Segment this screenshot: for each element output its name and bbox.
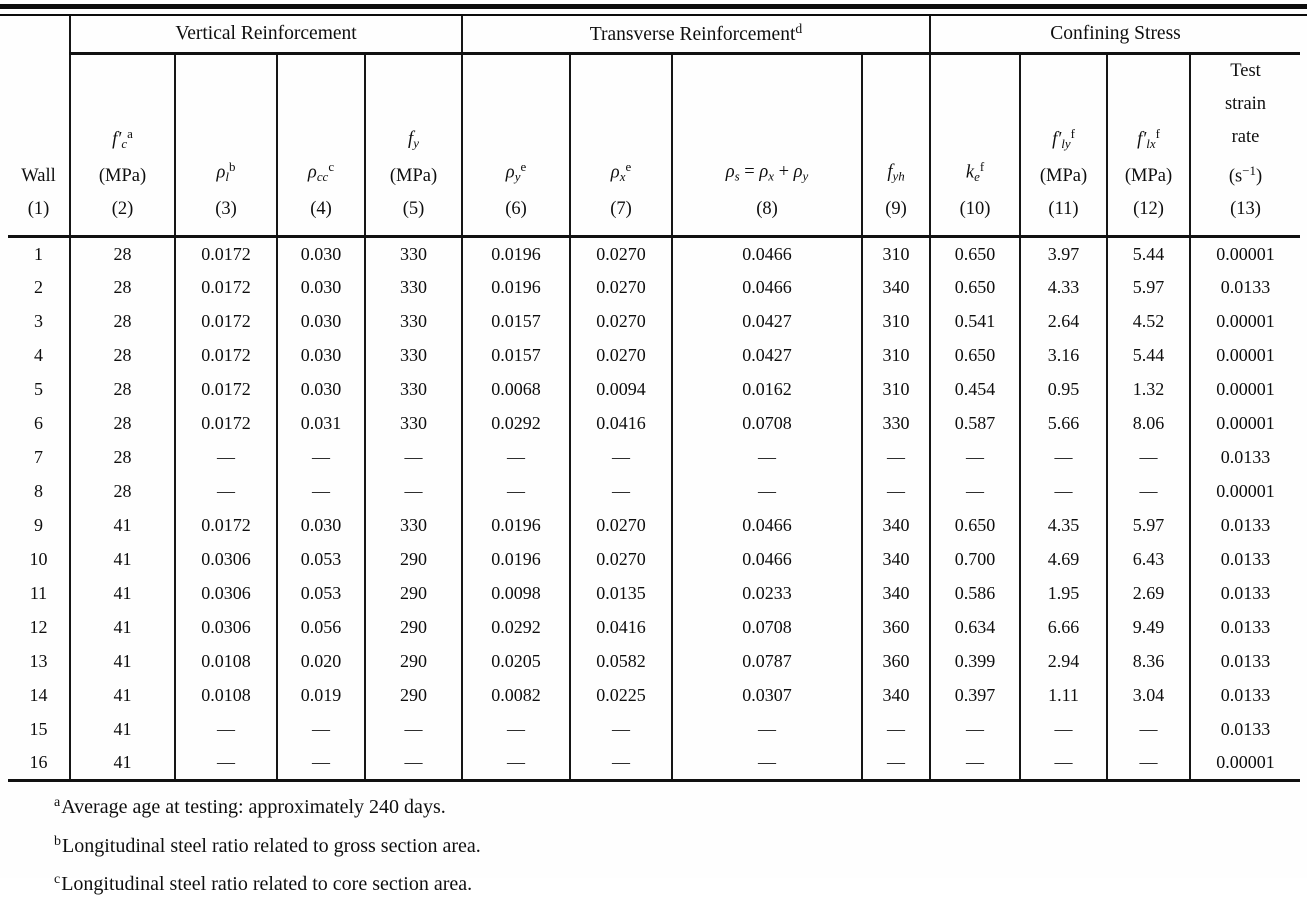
table-cell: —: [1020, 474, 1107, 508]
column-header: $\rho_{cc}^c$ (4): [277, 53, 365, 236]
table-cell: 5.66: [1020, 406, 1107, 440]
table-cell: 0.0172: [175, 236, 277, 270]
table-cell: —: [277, 712, 365, 746]
table-cell: —: [365, 440, 462, 474]
table-cell: 0.00001: [1190, 304, 1300, 338]
table-cell: —: [862, 440, 930, 474]
table-cell: 0.0416: [570, 406, 672, 440]
top-double-rule: [0, 4, 1307, 16]
footnotes: [54, 786, 481, 902]
table-cell: 0.0172: [175, 372, 277, 406]
table-cell: 0.0708: [672, 610, 862, 644]
table-cell: 15: [29, 718, 48, 739]
table-cell: 0.634: [930, 610, 1020, 644]
group-header: Transverse Reinforcement$^d$: [462, 16, 930, 53]
table-cell: 7: [34, 446, 43, 467]
table-cell: 0.0292: [462, 406, 570, 440]
table-cell: —: [462, 474, 570, 508]
table-cell: 0.0270: [570, 542, 672, 576]
column-header: Wall (1): [8, 53, 70, 236]
table-cell: 4.35: [1020, 508, 1107, 542]
table-row: [8, 474, 1300, 508]
table-cell: —: [462, 746, 570, 780]
table-cell: 0.0172: [175, 270, 277, 304]
table-cell: 0.0162: [672, 372, 862, 406]
table-cell: 290: [365, 678, 462, 712]
table-cell: 330: [365, 270, 462, 304]
column-header: Test strain rate $(s^{-1})$ (13): [1190, 53, 1300, 236]
table-cell: 14: [29, 684, 48, 705]
table-cell: 0.0787: [672, 644, 862, 678]
table-cell: 5.44: [1107, 236, 1190, 270]
table-cell: 0.0098: [462, 576, 570, 610]
table-cell: —: [462, 712, 570, 746]
table-cell: 0.0094: [570, 372, 672, 406]
footnote: $^c$Longitudinal steel ratio related to core section area.: [54, 872, 473, 895]
table-cell: 340: [862, 576, 930, 610]
table-cell: 0.0133: [1190, 508, 1300, 542]
table-cell: 0.056: [277, 610, 365, 644]
table-cell: 12: [29, 616, 48, 637]
table-cell: 0.053: [277, 576, 365, 610]
table-cell: 340: [862, 508, 930, 542]
table-cell: 0.0270: [570, 304, 672, 338]
footnote: $^a$Average age at testing: approximately 240 days.: [54, 795, 446, 818]
table-cell: 0.00001: [1190, 236, 1300, 270]
table-cell: 0.00001: [1190, 406, 1300, 440]
group-header: Vertical Reinforcement: [70, 16, 462, 53]
table-cell: 0.399: [930, 644, 1020, 678]
table-cell: 0.650: [930, 338, 1020, 372]
table-cell: 8.06: [1107, 406, 1190, 440]
table-cell: 0.0582: [570, 644, 672, 678]
table-cell: 4.69: [1020, 542, 1107, 576]
table-cell: 290: [365, 576, 462, 610]
table-cell: 0.030: [277, 270, 365, 304]
table-cell: 0.0172: [175, 338, 277, 372]
table-cell: 28: [70, 474, 175, 508]
table-cell: 0.0466: [672, 270, 862, 304]
table-cell: 0.0233: [672, 576, 862, 610]
table-cell: 0.00001: [1190, 746, 1300, 780]
table-cell: 28: [70, 372, 175, 406]
table-cell: 4.52: [1107, 304, 1190, 338]
table-row: [8, 508, 1300, 542]
table-cell: 0.0225: [570, 678, 672, 712]
table-cell: 0.0133: [1190, 644, 1300, 678]
table-cell: 9: [34, 514, 43, 535]
table-cell: 0.0307: [672, 678, 862, 712]
table-cell: —: [462, 440, 570, 474]
table-cell: 0.0133: [1190, 440, 1300, 474]
table-cell: 0.030: [277, 508, 365, 542]
table-cell: —: [672, 712, 862, 746]
column-header-row: [8, 53, 1300, 236]
table-cell: 6: [34, 412, 43, 433]
column-header: $\rho_s = \rho_x + \rho_y$ (8): [672, 53, 862, 236]
table-cell: —: [672, 746, 862, 780]
table-cell: —: [1020, 746, 1107, 780]
group-header-empty: [8, 16, 70, 53]
column-header: $\rho_l^b$ (3): [175, 53, 277, 236]
table-cell: 0.0172: [175, 406, 277, 440]
table-cell: —: [672, 474, 862, 508]
table-cell: 41: [70, 644, 175, 678]
column-header: $\rho_x^e$ (7): [570, 53, 672, 236]
table-cell: 0.0082: [462, 678, 570, 712]
group-header: Confining Stress: [930, 16, 1300, 53]
table-cell: —: [862, 746, 930, 780]
table-cell: —: [277, 474, 365, 508]
table-row: [8, 236, 1300, 270]
table-cell: —: [365, 712, 462, 746]
table-cell: 0.053: [277, 542, 365, 576]
table-cell: 6.66: [1020, 610, 1107, 644]
table-cell: —: [1107, 440, 1190, 474]
table-cell: 3.16: [1020, 338, 1107, 372]
table-row: [8, 746, 1300, 780]
table-cell: 0.0427: [672, 338, 862, 372]
table-cell: 0.030: [277, 338, 365, 372]
table-cell: 360: [862, 610, 930, 644]
table-cell: 0.454: [930, 372, 1020, 406]
table-cell: 0.0270: [570, 270, 672, 304]
table-cell: 0.0068: [462, 372, 570, 406]
table-cell: 4.33: [1020, 270, 1107, 304]
column-header: $f'_c^a$ (MPa) (2): [70, 53, 175, 236]
table-cell: 330: [365, 406, 462, 440]
table-cell: —: [570, 712, 672, 746]
table-cell: —: [862, 712, 930, 746]
table-cell: 0.650: [930, 270, 1020, 304]
table-cell: —: [930, 474, 1020, 508]
table-cell: 41: [70, 508, 175, 542]
table-cell: 0.0133: [1190, 576, 1300, 610]
table-cell: —: [570, 474, 672, 508]
table-cell: 0.0196: [462, 236, 570, 270]
table-row: [8, 712, 1300, 746]
table-cell: 5.44: [1107, 338, 1190, 372]
table-cell: 0.0306: [175, 610, 277, 644]
table-cell: 0.0416: [570, 610, 672, 644]
table-cell: —: [1020, 712, 1107, 746]
table-cell: 0.030: [277, 304, 365, 338]
table-cell: 330: [365, 338, 462, 372]
table-cell: —: [277, 440, 365, 474]
table-cell: 0.541: [930, 304, 1020, 338]
table-cell: —: [930, 712, 1020, 746]
table-cell: 16: [8, 746, 70, 780]
table-cell: —: [570, 746, 672, 780]
table-cell: 0.0172: [175, 304, 277, 338]
table-cell: 0.0133: [1190, 610, 1300, 644]
table-cell: 0.030: [277, 236, 365, 270]
table-cell: 4: [34, 344, 43, 365]
table-cell: 310: [862, 338, 930, 372]
table-cell: 0.0270: [570, 338, 672, 372]
table-cell: 0.030: [277, 372, 365, 406]
table-row: [8, 542, 1300, 576]
table-cell: 8: [34, 480, 43, 501]
table-cell: 0.650: [930, 508, 1020, 542]
table-cell: 0.0466: [672, 508, 862, 542]
table-row: [8, 440, 1300, 474]
table-cell: 330: [862, 406, 930, 440]
table-cell: 6.43: [1107, 542, 1190, 576]
table-cell: 0.0133: [1190, 542, 1300, 576]
table-cell: 28: [70, 406, 175, 440]
table-cell: 0.587: [930, 406, 1020, 440]
table-cell: 41: [70, 542, 175, 576]
table-cell: 3: [34, 310, 43, 331]
table-row: [8, 372, 1300, 406]
table-cell: 41: [70, 576, 175, 610]
table-cell: 2.69: [1107, 576, 1190, 610]
table-cell: 0.020: [277, 644, 365, 678]
table-cell: 3.04: [1107, 678, 1190, 712]
table-cell: 1.11: [1020, 678, 1107, 712]
table-cell: 0.700: [930, 542, 1020, 576]
table-cell: 0.0270: [570, 236, 672, 270]
table-cell: 28: [70, 338, 175, 372]
table-cell: 13: [29, 650, 48, 671]
table-cell: 0.0133: [1190, 712, 1300, 746]
table-cell: 0.0157: [462, 338, 570, 372]
table-row: [8, 270, 1300, 304]
table-cell: 0.0466: [672, 236, 862, 270]
table-cell: 330: [365, 372, 462, 406]
table-cell: 0.0135: [570, 576, 672, 610]
table-cell: 1: [34, 243, 43, 264]
table-cell: 310: [862, 236, 930, 270]
table-cell: 10: [29, 548, 48, 569]
table-cell: 290: [365, 542, 462, 576]
table-cell: 330: [365, 508, 462, 542]
table-cell: 0.95: [1020, 372, 1107, 406]
table-cell: 41: [70, 610, 175, 644]
table-cell: 9.49: [1107, 610, 1190, 644]
table-row: [8, 304, 1300, 338]
column-header: $f_y$ (MPa) (5): [365, 53, 462, 236]
table-row: [8, 644, 1300, 678]
table-cell: 0.0172: [175, 508, 277, 542]
table-cell: —: [930, 746, 1020, 780]
table-cell: 310: [862, 372, 930, 406]
table-cell: 41: [70, 746, 175, 780]
table-cell: 0.0270: [570, 508, 672, 542]
table-cell: —: [672, 440, 862, 474]
table-cell: 0.650: [930, 236, 1020, 270]
table-cell: —: [1107, 712, 1190, 746]
table-cell: 340: [862, 270, 930, 304]
table-cell: 310: [862, 304, 930, 338]
table-cell: 290: [365, 644, 462, 678]
table-cell: 0.0157: [462, 304, 570, 338]
table-cell: 5.97: [1107, 508, 1190, 542]
table-cell: 0.0306: [175, 542, 277, 576]
table-cell: —: [175, 440, 277, 474]
table-cell: 2: [34, 276, 43, 297]
table-cell: —: [277, 746, 365, 780]
table-cell: 0.0306: [175, 576, 277, 610]
table-cell: 28: [70, 304, 175, 338]
table-cell: —: [365, 746, 462, 780]
table-row: [8, 610, 1300, 644]
table-cell: —: [1107, 746, 1190, 780]
table-cell: —: [175, 712, 277, 746]
table-cell: 11: [29, 582, 48, 603]
group-header-row: [8, 16, 1300, 53]
table-cell: —: [862, 474, 930, 508]
table-row: [8, 678, 1300, 712]
table-cell: 1.95: [1020, 576, 1107, 610]
table-cell: 28: [70, 270, 175, 304]
table-cell: 0.00001: [1190, 474, 1300, 508]
table-cell: —: [365, 474, 462, 508]
table-cell: 1.32: [1107, 372, 1190, 406]
footnote: $^b$Longitudinal steel ratio related to gross section area.: [54, 833, 481, 857]
table-cell: —: [175, 474, 277, 508]
table-cell: 330: [365, 236, 462, 270]
column-header: $f'_{ly}^f$ (MPa) (11): [1020, 53, 1107, 236]
table-cell: 8.36: [1107, 644, 1190, 678]
column-header: $f'_{lx}^f$ (MPa) (12): [1107, 53, 1190, 236]
table-cell: —: [1107, 474, 1190, 508]
table-cell: 0.0133: [1190, 270, 1300, 304]
table-cell: 0.0466: [672, 542, 862, 576]
table-cell: 3.97: [1020, 236, 1107, 270]
table-cell: —: [175, 746, 277, 780]
table-cell: 360: [862, 644, 930, 678]
column-header: $\rho_y^e$ (6): [462, 53, 570, 236]
table-cell: 0.0427: [672, 304, 862, 338]
table-cell: 0.0133: [1190, 678, 1300, 712]
table-cell: 0.00001: [1190, 372, 1300, 406]
table-cell: 0.0108: [175, 678, 277, 712]
table-cell: 0.019: [277, 678, 365, 712]
table-cell: 5: [34, 378, 43, 399]
table-cell: 0.0205: [462, 644, 570, 678]
table-cell: 340: [862, 678, 930, 712]
table-cell: 2.64: [1020, 304, 1107, 338]
table-cell: 28: [70, 236, 175, 270]
table-cell: 0.0196: [462, 542, 570, 576]
table-cell: 330: [365, 304, 462, 338]
table-cell: —: [570, 440, 672, 474]
table-cell: 0.397: [930, 678, 1020, 712]
column-header: $k_e^f$ (10): [930, 53, 1020, 236]
table-row: [8, 576, 1300, 610]
table-cell: 41: [70, 678, 175, 712]
table-row: [8, 338, 1300, 372]
table-cell: 340: [862, 542, 930, 576]
table-cell: 0.586: [930, 576, 1020, 610]
table-cell: 0.0708: [672, 406, 862, 440]
table-cell: 290: [365, 610, 462, 644]
table-cell: 41: [70, 712, 175, 746]
table-cell: 5.97: [1107, 270, 1190, 304]
table-cell: 0.031: [277, 406, 365, 440]
table-cell: —: [930, 440, 1020, 474]
table-cell: 0.0292: [462, 610, 570, 644]
table-cell: 0.0196: [462, 508, 570, 542]
table-cell: 2.94: [1020, 644, 1107, 678]
table-cell: 28: [70, 440, 175, 474]
table-cell: 0.0196: [462, 270, 570, 304]
column-header: $f_{yh}$ (9): [862, 53, 930, 236]
table-cell: —: [1020, 440, 1107, 474]
table-cell: 0.0108: [175, 644, 277, 678]
wall-properties-table: [8, 16, 1300, 782]
table-cell: 0.00001: [1190, 338, 1300, 372]
table-row: [8, 406, 1300, 440]
